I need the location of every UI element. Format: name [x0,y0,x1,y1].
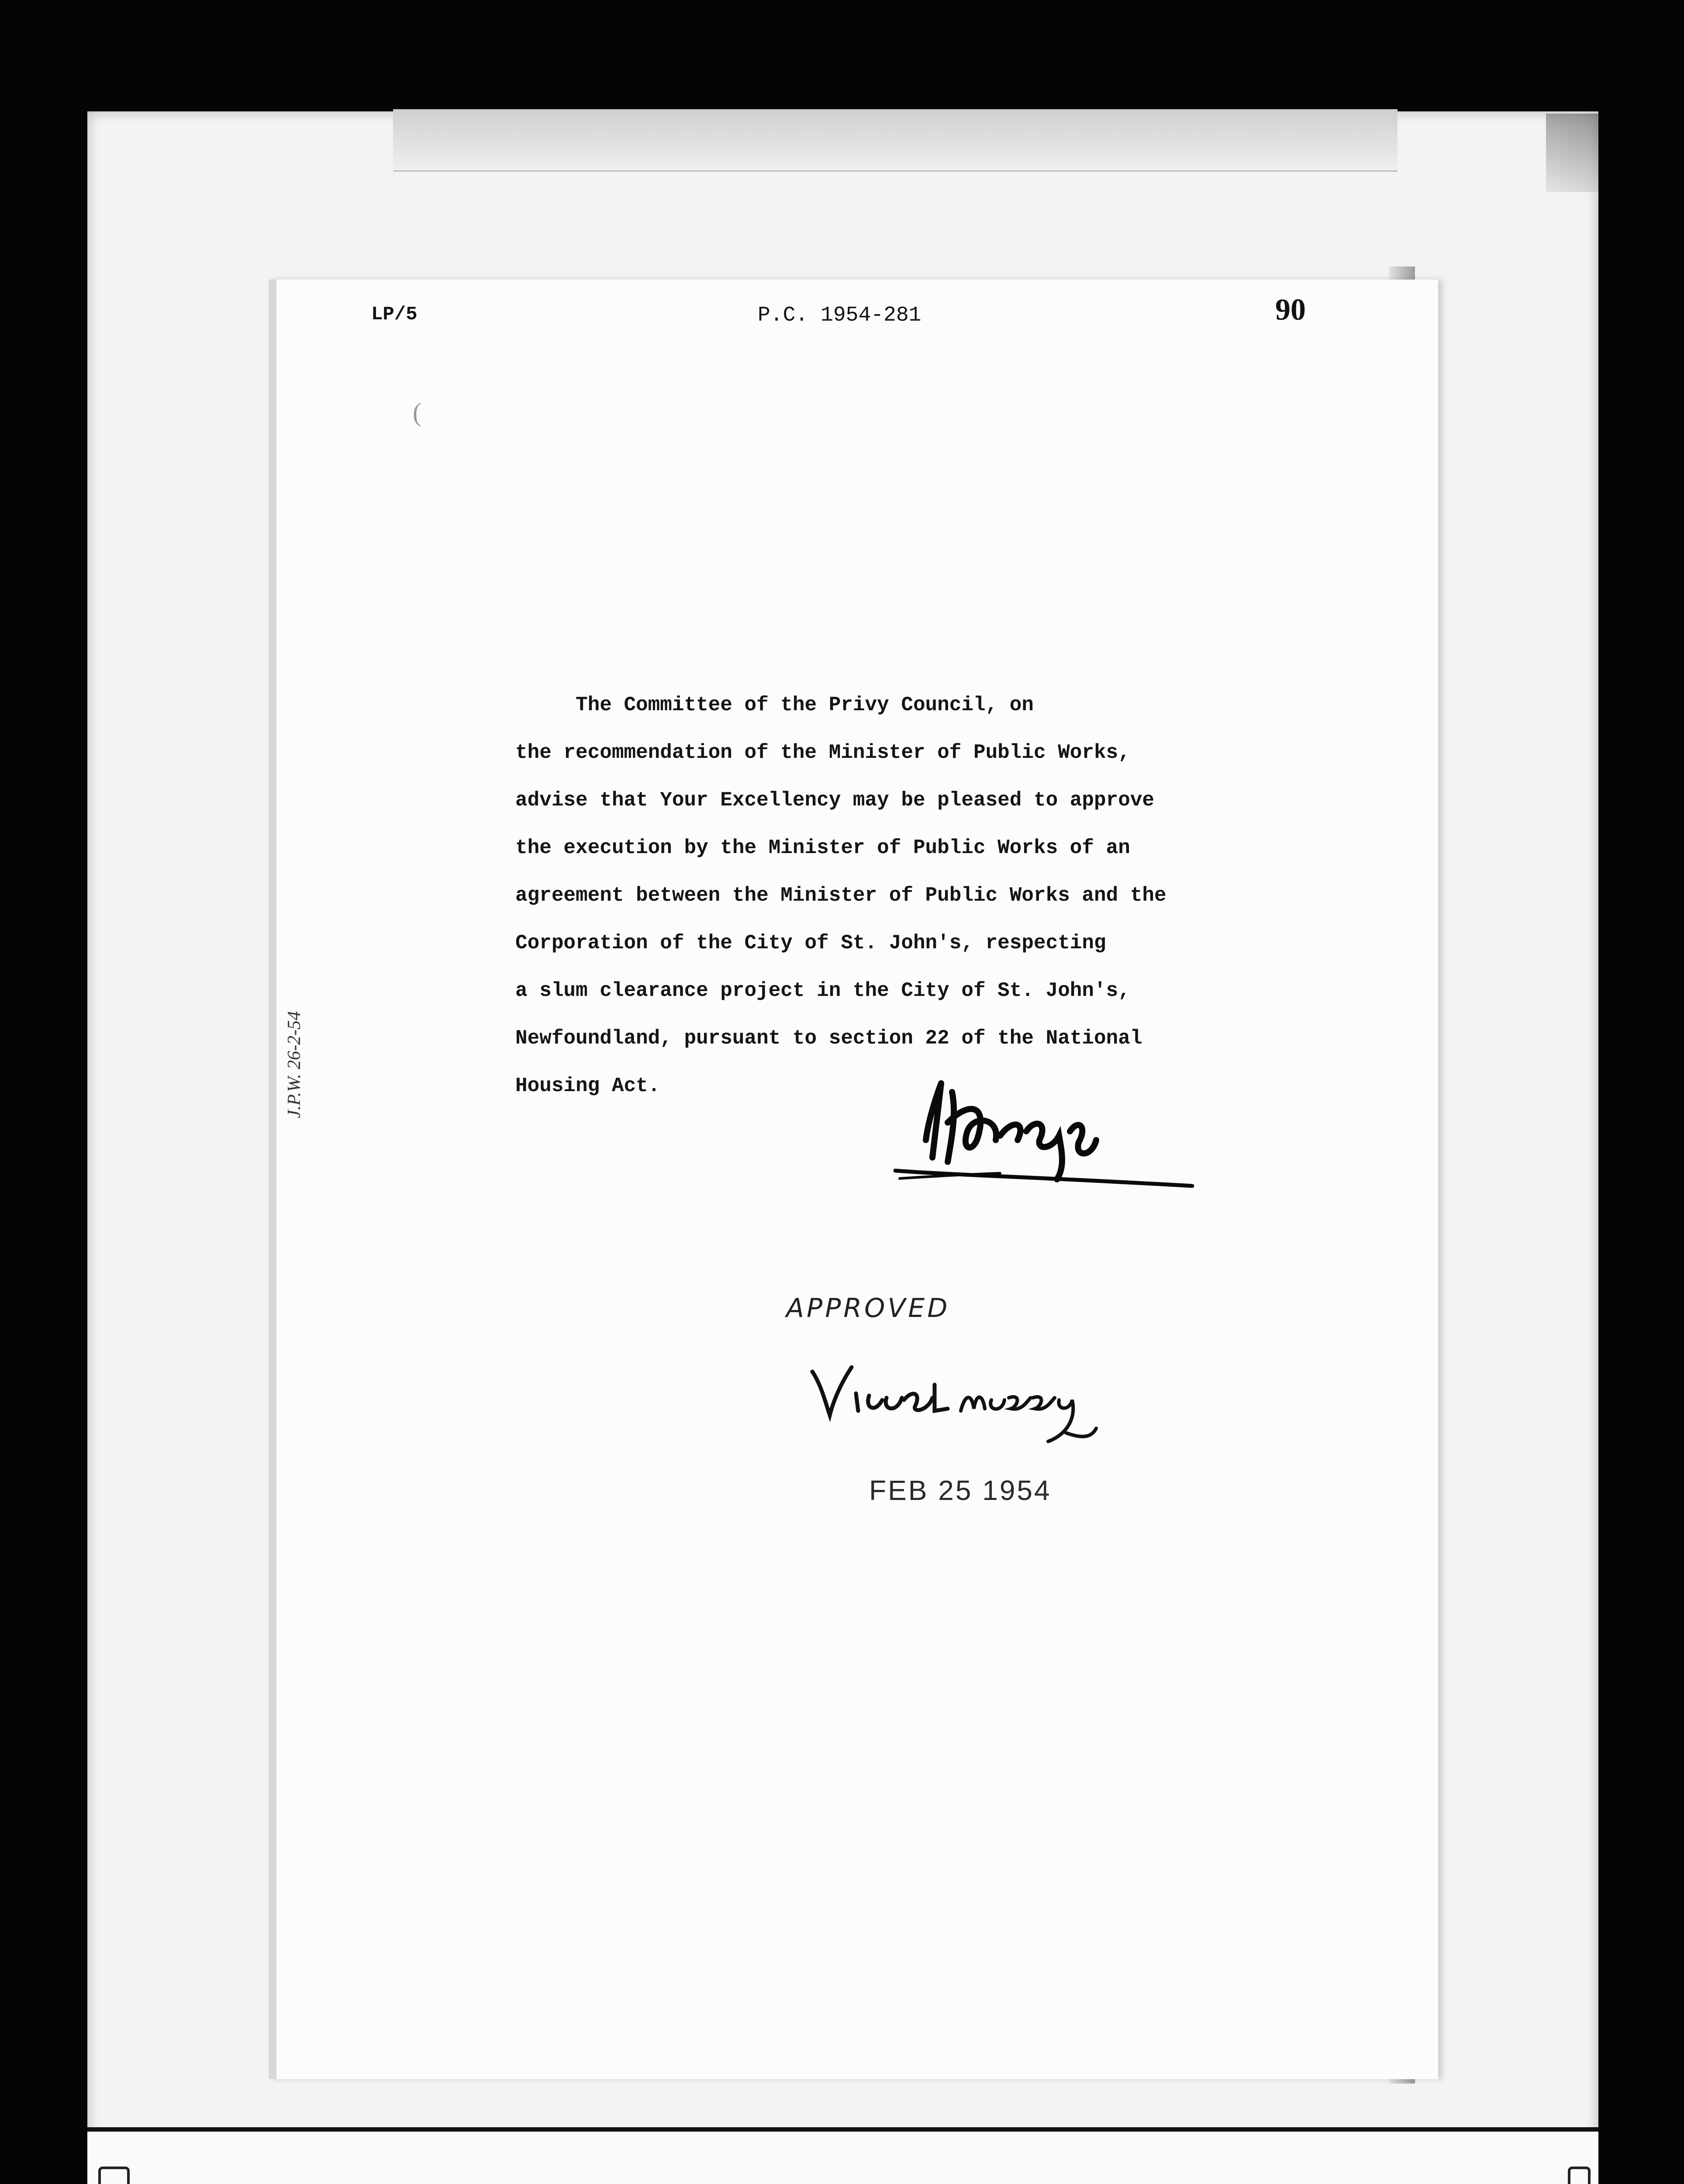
body-line: the execution by the Minister of Public Works of an [515,836,1130,859]
body-line: The Committee of the Privy Council, on [515,694,1034,716]
body-line: agreement between the Minister of Public Works and the [515,884,1166,907]
body-line: Newfoundland, pursuant to section 22 of the National [515,1027,1142,1050]
binder-clip-icon [1568,2167,1591,2184]
document-page [269,280,1438,2079]
body-line: Corporation of the City of St. John's, respecting [515,932,1106,954]
corner-smudge-top [1546,114,1598,192]
page-number: 90 [1275,293,1306,327]
approved-label: APPROVED [786,1293,950,1324]
body-line: the recommendation of the Minister of Public Works, [515,741,1130,764]
file-code: LP/5 [371,304,418,325]
order-number: P.C. 1954-281 [758,304,921,327]
body-line: a slum clearance project in the City of St. John's, [515,979,1130,1002]
margin-annotation: J.P.W. 26-2-54 [284,1011,304,1118]
minister-signature [887,1075,1218,1206]
paren-mark-icon: ( [413,398,421,427]
body-line: advise that Your Excellency may be pleased to approve [515,789,1155,812]
backing-top-tear [393,109,1398,172]
governor-general-signature [804,1345,1109,1459]
binder-clip-icon [98,2167,130,2184]
date-stamp: FEB 25 1954 [869,1475,1052,1506]
folder-strip [87,2127,1598,2184]
order-body [515,681,1166,1110]
body-line: Housing Act. [515,1075,660,1097]
